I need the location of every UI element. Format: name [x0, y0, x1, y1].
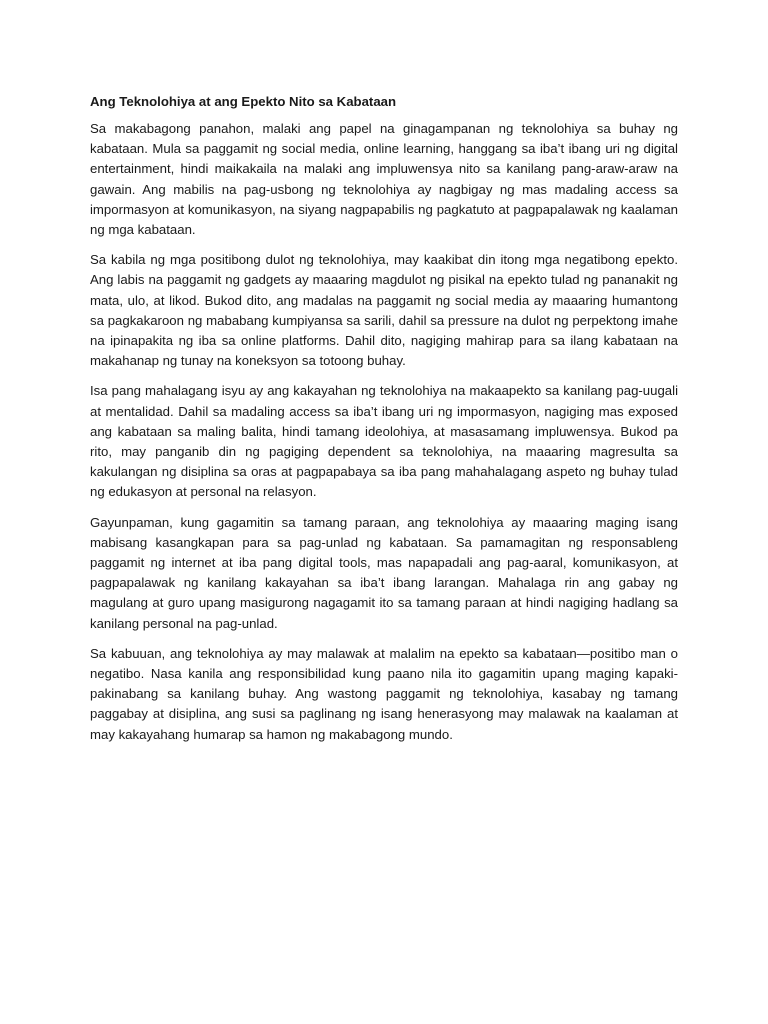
- paragraph-5: Sa kabuuan, ang teknolohiya ay may malawak at malalim na epekto sa kabataan—positibo man o negatibo. Nasa kanila ang responsibilidad kung paano nila ito gagamitin upang maging kapaki-pakinabang sa kanilang buhay. Ang wastong paggamit ng teknolohiya, kasabay ng tamang paggabay at disiplina, ang susi sa paglinang ng isang henerasyong may malawak na kaalaman at may kakayahang humarap sa hamon ng makabagong mundo.: [90, 645, 678, 742]
- paragraph-1: Sa makabagong panahon, malaki ang papel na ginagampanan ng teknolohiya sa buhay ng kabataan. Mula sa paggamit ng social media, online learning, hanggang sa iba’t ibang uri ng digital entertainment, hindi maikakaila na malaki ang impluwensya nito sa kanilang pang-araw-araw na gawain. Ang mabilis na pag-usbong ng teknolohiya ay nagbigay ng mas madaling access sa impormasyon at komunikasyon, na siyang nagpapabilis ng pagkatuto at pagpapalawak ng kaalaman ng mga kabataan.: [90, 121, 678, 238]
- document-title: Ang Teknolohiya at ang Epekto Nito sa Kabataan: [90, 94, 397, 109]
- paragraph-3: Isa pang mahalagang isyu ay ang kakayahan ng teknolohiya na makaapekto sa kanilang pag-uugali at mentalidad. Dahil sa madaling access sa iba’t ibang uri ng impormasyon, nagiging mas exposed ang kabataan sa maling balita, hindi tamang ideolohiya, at masasamang impluwensya. Bukod pa rito, may panganib din ng pagiging dependent sa teknolohiya, na maaaring magresulta sa kakulangan ng disiplina sa oras at pagpapabaya sa iba pang mahahalagang aspeto ng buhay tulad ng edukasyon at personal na relasyon.: [90, 383, 678, 500]
- paragraph-2: Sa kabila ng mga positibong dulot ng teknolohiya, may kaakibat din itong mga negatibong epekto. Ang labis na paggamit ng gadgets ay maaaring magdulot ng pisikal na epekto tulad ng pananakit ng mata, ulo, at likod. Bukod dito, ang madalas na paggamit ng social media ay maaaring humantong sa pagkakaroon ng mababang kumpiyansa sa sarili, dahil sa pressure na dulot ng perpektong imahe na ipinapakita ng iba sa online platforms. Dahil dito, nagiging mahirap para sa ilang kabataan na makahanap ng tunay na koneksyon sa totoong buhay.: [90, 252, 678, 369]
- document-page: [90, 92, 678, 755]
- paragraph-4: Gayunpaman, kung gagamitin sa tamang paraan, ang teknolohiya ay maaaring maging isang mabisang kasangkapan para sa pag-unlad ng kabataan. Sa pamamagitan ng responsableng paggamit ng internet at iba pang digital tools, mas napapadali ang pag-aaral, komunikasyon, at pagpapalawak ng kanilang kakayahan sa iba’t ibang larangan. Mahalaga rin ang gabay ng magulang at guro upang masigurong nagagamit ito sa tamang paraan at hindi nagiging hadlang sa kanilang personal na pag-unlad.: [90, 514, 678, 631]
